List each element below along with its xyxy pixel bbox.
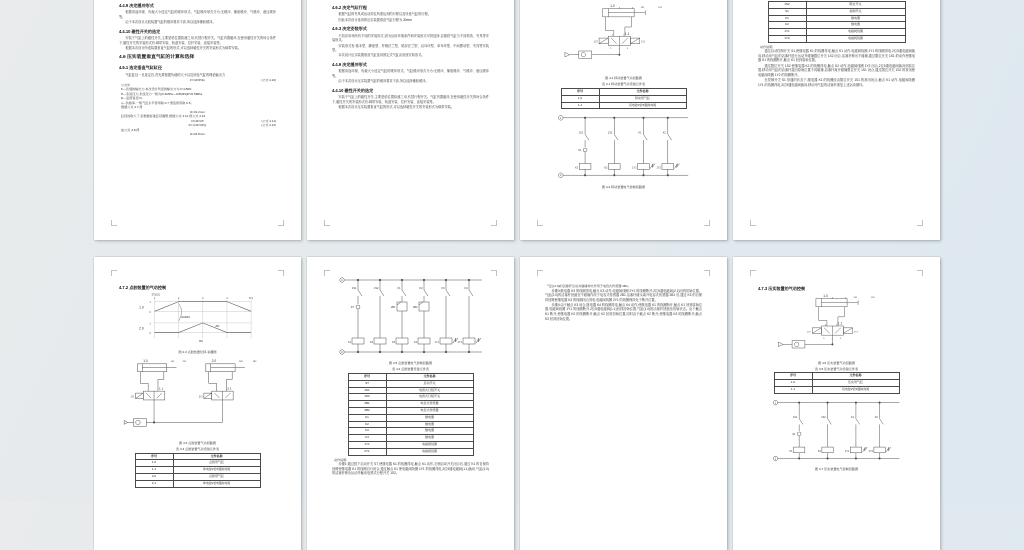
port-label: 1 (617, 48, 620, 51)
contact-label: K1 (850, 415, 854, 419)
step-label: 1 (153, 298, 155, 301)
cell-name: 电感式行程开关 (386, 394, 473, 401)
formula: D≈31.2mm (190, 109, 205, 114)
table-row (348, 414, 473, 421)
switch-label: S1 (791, 432, 795, 436)
section-heading: 4.7.3 压实装置的气动控制 (758, 286, 806, 291)
table-row (135, 480, 260, 487)
cylinder-label: 1.0 (609, 4, 615, 9)
rail-label: 1 (774, 401, 776, 405)
switch-label: ST (350, 306, 354, 309)
valve-label: 2.1 (226, 386, 232, 391)
electric-ladder-diagram (552, 111, 696, 183)
cell-name: 电磁阀线圈 (386, 448, 473, 455)
table-row (348, 421, 473, 428)
component-table (348, 373, 474, 456)
step-label: 5=1 (248, 298, 253, 301)
cell-name: 启动开关 (386, 380, 473, 387)
contact-label: 1S2 (607, 131, 612, 135)
solenoid-label: 1Y2 (806, 331, 811, 334)
paragraph: 根据用途环境、负载大小选定气缸的缓冲形式。气缸缓冲形式分为:无缓冲、橡胶缓冲、气缓冲、液压缓冲等。 (119, 10, 276, 19)
signal-label: 2B1 (198, 341, 203, 344)
section-heading: 4.6.3 决定安装形式 (332, 26, 367, 32)
section-heading: 4.4.10 磁性开关的选定 (332, 87, 374, 93)
table-row (135, 473, 260, 480)
col-header: 元件名称 (812, 373, 899, 380)
contact-label: K1 (637, 131, 642, 135)
step-label: 4 (225, 298, 228, 301)
cell-id: K2 (768, 22, 806, 29)
cell-id: 1Y1 (348, 441, 386, 448)
cell-id: 1.0 (135, 460, 173, 467)
page-1[interactable] (94, 0, 301, 240)
cell-id: 2Y1 (348, 448, 386, 455)
paragraph: 步骤4:由于触点 K3 闭合,继电器 K4 的线圈得电,触点 K4 动作,使继电器 K1 的线圈断开,触点 K1 回到原始位置,电磁阀线圈 1Y1 的线圈断开,2位5通电磁阀(1.1)回到初始位置,气缸(1.0)的活塞杆回缩至初始状态。由于触点 K1 断开,使继电器 K2 的线圈断开,触点 K2 回到初始位置,同时由于触点 K2 断开,使继电器 K3 的线圈断开,触点 K3 回到初始位置。 (545, 302, 702, 321)
paragraph: 气缸缸径一旦选定后,首先要根据负载的大小以及所选气缸的理论输出力 (125, 72, 226, 77)
tick-label: 0 (148, 333, 151, 336)
port-label: 4 (824, 324, 826, 327)
solenoid-label: 1Y2 (593, 41, 598, 44)
rail-label: 2 (559, 174, 561, 178)
band-label: 1.0 (138, 305, 144, 310)
solenoid-label: 2Y1 (198, 396, 203, 399)
cell-name: 双电控2位5通换向阀 (812, 386, 899, 393)
solenoid-label: 1Y1 (640, 41, 645, 44)
component-table (561, 88, 687, 109)
table-row (348, 387, 473, 394)
solenoid-label: 1Y1 (853, 331, 858, 334)
cell-id: 1.1 (774, 386, 812, 393)
cell-name: 电感式行程开关 (386, 387, 473, 394)
cell-name: 移动用气缸 (599, 95, 686, 102)
cell-name: 压实用气缸 (812, 380, 899, 387)
cell-id: K1 (348, 414, 386, 421)
contact-label: K4 (463, 287, 467, 290)
paragraph: 根据用途环境、负载大小选定气缸的缓冲形式。气缸缓冲形式分为:无缓冲、橡胶缓冲、气缓冲、液压缓冲等。 (332, 69, 489, 78)
col-header: 元件名称 (173, 453, 260, 460)
contact-label: K2 (418, 287, 422, 290)
paragraph: 通过启动控制开关 S1,使继电器 K1 的线圈得电,触点 K1 动作,电磁阀线圈 1Y1 的线圈得电,2位5通电磁阀换向,移动用气缸的活塞杆进行运动并碰撞限位开关 1S2 闭合,活塞杆伸出不碰撞,通过限位开关 1S1 的动作使继电器 K1 的线圈断开,触点 K1 回到原始位置。 (758, 49, 915, 63)
table-row (768, 15, 905, 22)
cell-name: 继电器 (386, 414, 473, 421)
figure-caption: 图 4.7 压实装置电气控制回路图 (814, 467, 859, 472)
formula-ref: (公式 4.11) (261, 118, 276, 123)
cell-id: 1.0 (561, 95, 599, 102)
formula: F=πD²P/4η (190, 77, 205, 82)
table-row (768, 8, 905, 15)
cell-id: K3 (348, 428, 386, 435)
cell-name: 继电器 (386, 421, 473, 428)
section-heading: 4.4.9 决定缓冲形式 (119, 3, 154, 8)
col-header: 序号 (135, 453, 173, 460)
pneumatic-circuit-diagram (762, 293, 912, 359)
table-row (348, 441, 473, 448)
table-row (348, 448, 473, 455)
tick-label: 1 (148, 323, 151, 326)
sensor-label: 2B1 (238, 360, 243, 363)
table-row (768, 22, 905, 29)
contact-label: 1S1 (351, 287, 356, 290)
col-header: 元件名称 (599, 88, 686, 95)
valve-label: 1.1 (837, 322, 843, 327)
table-row (348, 407, 473, 414)
cell-id: 1.1 (561, 102, 599, 109)
table-row (768, 2, 905, 9)
section-heading: 4.6.2 决定气缸行程 (332, 5, 367, 10)
formula-row (119, 132, 276, 137)
table-row (348, 394, 473, 401)
page-6[interactable] (307, 257, 514, 550)
table-row (561, 95, 686, 102)
section-heading: 4.7.2 点胶装置的气动控制 (119, 285, 167, 290)
cell-id: 1Y1 (768, 29, 806, 36)
section-heading: 4.6.1 选定垂直气缸缸径 (119, 65, 162, 71)
signal-label: ST&1S1 (151, 294, 160, 297)
page-7[interactable] (520, 257, 727, 550)
cell-name: 控制开关 (806, 8, 905, 15)
page-3[interactable] (520, 0, 727, 240)
paragraph: 安装于气缸上的磁性开关,主要是给位置检测之用,代替行程开关。气缸内置磁环,在使用磁性开关的场合条件下,磁性开关的安装形式有:绑带安装、轨道安装、拉杆安装、直接安装等。 (119, 36, 276, 45)
text-line: 缸径选取大了,需根据标准缸径圆整,根据公式 4.11,得公式 4.12 (121, 114, 206, 119)
coil-label: 1Y2 (868, 449, 873, 453)
page-8[interactable] (733, 257, 940, 550)
pneumatic-circuit-diagram (123, 356, 273, 440)
coil-label: 1Y1 (434, 341, 439, 344)
figure-caption: 图 4.1 移动装置气动回路图 (605, 76, 642, 81)
sensor-label: 2B2 (252, 360, 256, 363)
paragraph: 通过限位开关 1S2 使继电器 K2 的线圈得电,触点 K2 动作,电磁阀线圈 1Y2 闭合,2位5通电磁阀换向到原位置,移动用气缸的活塞杆退回原始位置不再碰撞,活塞杆离开碰撞限位开关 1S1 闭合,通过限位开关 1S2 的常闭使电磁阀线圈 1Y2 的线圈断开。 (758, 63, 915, 77)
cell-id: 1S2 (348, 394, 386, 401)
paragraph: 由于本次设计点胶装置气缸的缓冲要求不高,所以选择橡胶缓冲。 (125, 20, 216, 25)
contact-label: K1 (396, 287, 400, 290)
figure-caption: 图 4.3 点胶装置位移-步骤图 (178, 349, 217, 354)
coil-label: K4 (413, 341, 417, 344)
col-header: 元件名称 (386, 373, 473, 380)
coil-label: 1Y2 (655, 166, 661, 170)
sensor-label: 1S1 (170, 360, 174, 363)
figure-caption: 图 4.6 压实装置气动回路图 (818, 360, 855, 365)
col-header: 序号 (774, 373, 812, 380)
paragraph: 本次设计压实装置垂直气缸选用固定式气缸由底座安装形式。 (338, 53, 425, 58)
cell-id: 1S2 (768, 2, 806, 9)
port-label: 4 (611, 34, 613, 37)
table-row (561, 102, 686, 109)
figure-caption: 图 4.4 点胶装置气动回路图 (179, 440, 216, 445)
contact-label: 1S1 (792, 415, 797, 419)
section-heading: 4.6 压实装置垂直气缸的计算和选择 (119, 55, 195, 61)
tick-label: 1 (148, 302, 151, 305)
col-header: 序号 (348, 373, 386, 380)
cell-name: 电磁阀线圈 (386, 441, 473, 448)
cell-id: K2 (348, 421, 386, 428)
band-label: 2.0 (138, 327, 144, 332)
paragraph: 安装于气缸上的磁性开关,主要是给位置检测之用,代替行程开关。气缸内置磁环,在使用磁性开关的场合条件下,磁性开关的安装形式有:绑带安装、轨道安装、拉杆安装、直接安装等。 (332, 95, 489, 104)
coil-label: K3 (391, 341, 395, 344)
note-heading: 动作说明: (334, 457, 348, 462)
step-label: 2 (177, 298, 179, 301)
table-row (768, 35, 905, 42)
table-row (774, 380, 899, 387)
port-label: 3 (839, 338, 841, 341)
table-row (135, 467, 260, 474)
port-label: 2 (622, 34, 624, 37)
cell-name: 继电器 (386, 435, 473, 442)
page-5[interactable] (94, 257, 301, 550)
coil-label: K1 (574, 166, 578, 170)
pneumatic-circuit-diagram (549, 3, 699, 75)
sensor-label: 1S1 (853, 297, 857, 300)
text-line: 公式中 (121, 82, 131, 87)
cell-id: 2.0 (135, 473, 173, 480)
text-line: 气缸(2.0)的活塞杆运动并碰撞伸出作用于电容式传感器 2B1。 (547, 284, 631, 288)
tick-label: 0 (148, 312, 151, 315)
sensor-label: 2B2 (412, 306, 417, 309)
table-row (348, 401, 473, 408)
paragraph: 不同应用场所有不同的安装形式,因为运用环境条件和安装形式可供选择,以便将气缸与不同构造、夹具等安装形式。 (332, 33, 489, 43)
valve-label: 1.1 (624, 31, 630, 36)
coil-label: K2 (603, 166, 607, 170)
contact-label: 1S2 (820, 415, 826, 419)
note-heading: 动作说明: (760, 44, 774, 49)
cell-name: 点胶用气缸 (173, 460, 260, 467)
paragraph: 由于本次设计压实装置气缸的缓冲要求不高,所以选择橡胶缓冲。 (338, 79, 429, 84)
port-label: 2 (835, 324, 837, 327)
contact-label: K2 (662, 131, 666, 135)
formula-row (119, 123, 276, 128)
port-label: 5 (609, 48, 611, 51)
rail-label: 2 (340, 351, 343, 354)
cell-id: 2B2 (348, 407, 386, 414)
col-header: 序号 (561, 88, 599, 95)
cell-name: 单电控2位5通换向阀 (173, 467, 260, 474)
cell-id: 1.1 (135, 467, 173, 474)
coil-label: K1 (789, 449, 793, 453)
coil-label: 2Y1 (457, 341, 462, 344)
sensor-label: 1S2 (181, 360, 186, 363)
cell-name: 电磁阀线圈 (806, 35, 905, 42)
cell-name: 限位开关 (806, 2, 905, 9)
cell-name: 继电器 (806, 22, 905, 29)
cell-name: 电容式传感器 (386, 407, 473, 414)
text-line: 由公式 4.8,得 (121, 127, 140, 132)
electric-ladder-diagram (336, 274, 486, 360)
cell-id: K4 (348, 435, 386, 442)
cell-id: 1.0 (774, 380, 812, 387)
contact-label: 1S2 (373, 287, 378, 290)
table-row (348, 435, 473, 442)
cell-name: 继电器 (386, 428, 473, 435)
sensor-label: 1S2 (870, 297, 875, 300)
paragraph: 安装形式有:基本型、脚座型、杆侧法兰型、尾部法兰型、双耳环型、单耳环型、中间摆动型、夹具等安装型。 (332, 43, 489, 53)
formula-row (119, 110, 276, 115)
section-heading: 4.4.9 决定缓冲形式 (332, 62, 367, 68)
paragraph: 根据本次设计所选装置垂直气缸的形式,可以选择磁性开关的安装形式为绑带安装。 (125, 46, 242, 51)
step-label: 3 (201, 298, 203, 301)
text-line: 根据公式 4.7,得 (121, 105, 143, 110)
component-table (768, 1, 906, 43)
coil-label: K2 (817, 449, 821, 453)
contact-label: K2 (874, 415, 878, 419)
valve-label: 1.1 (158, 386, 163, 391)
table-row (348, 428, 473, 435)
displacement-step-diagram (125, 292, 271, 348)
coil-label: K1 (347, 341, 351, 344)
sensor-label: 1S2 (657, 6, 662, 9)
page-2[interactable] (307, 0, 514, 240)
paragraph: 步骤3:继电器 K3 的线圈得电,触点 K3 动作,电磁阀线圈 2Y1 的线圈断开,2位5通电磁阀(2.1)回到初始位置。气缸(2.0)的活塞杆回缩至不碰撞作用于电容式传感器 2B1,活塞杆碰头离开电容式传感器 2B1 后,通过 K3 的自保持回路使继电器 K3 的线圈闭合得电,电磁阀线圈 2Y1 的线圈保持处于断开位置。 (545, 288, 702, 302)
table-row (774, 386, 899, 393)
port-label: 5 (822, 338, 824, 341)
cell-name: 电磁阀线圈 (806, 29, 905, 36)
table-caption: 表 4.3 点胶装置气动设备元件表 (175, 446, 220, 451)
formula: D=4F/πP (191, 118, 204, 123)
rail-label: 1 (340, 279, 343, 282)
component-table (774, 372, 900, 393)
cell-name: 电容式传感器 (386, 401, 473, 408)
coil-label: K2 (369, 341, 373, 344)
cell-name: 点胶用气缸 (173, 473, 260, 480)
table-row (135, 460, 260, 467)
sensor-label: 1S1 (640, 6, 644, 9)
cell-id: 2.1 (135, 480, 173, 487)
paragraph: 根据气缸的夹具或运动到位所需达到的行程以及所选气缸的行程。 (338, 12, 431, 17)
table-caption: 表 4.1 移动装置气动设备元件表 (601, 82, 646, 87)
cell-id: S1 (768, 8, 806, 15)
section-heading: 4.4.10 磁性开关的选定 (119, 28, 161, 34)
coil-label: 1Y1 (631, 166, 637, 170)
cylinder-label: 1.0 (822, 294, 828, 299)
electric-ladder-diagram (765, 396, 909, 466)
port-label: 3 (626, 48, 628, 51)
formula-row (119, 78, 276, 83)
paragraph: 步骤1:通过按下启动开关 ST 使继电器 K1 的线圈得电,触点 K1 动作,左侧启动开关闭合后,通过 K1 的自保持回路使继电器 K1 的线圈自行闭合,通过触点 K1 使电磁阀线圈 1Y1 的线圈得电,2位5通电磁阀(1.1)换向,气缸(1.0)的活塞杆伸出运动并触动电感式行程开关 1S2。 (332, 462, 489, 476)
table-caption: 表 4.4 点胶装置设备元件表 (392, 367, 429, 372)
cell-id: ST (348, 380, 386, 387)
cell-name: 单电控2位5通换向阀 (173, 480, 260, 487)
table-caption: 表 4.5 压实装置气动设备元件表 (814, 366, 859, 371)
cell-id: 1Y2 (768, 35, 806, 42)
solenoid-label: 1Y1 (130, 396, 135, 399)
formula-ref: (公式 4.12) (261, 123, 276, 128)
formula: D≈24.8mm (190, 132, 205, 137)
component-table (135, 453, 261, 488)
text-line: D—缸筒直径 D, (121, 96, 143, 101)
contact-label: K3 (440, 287, 444, 290)
rail-label: 1 (559, 117, 561, 121)
formula: D=√(4F/πPη) (188, 123, 207, 128)
paragraph: 因此本次设计选用的压实装置垂直气缸行程为 30mm (338, 17, 412, 22)
cell-name: 继电器 (806, 15, 905, 22)
figure-caption: 图 4.5 点胶装置电气控制回路图 (388, 361, 433, 366)
signal-label: 2B2 (214, 326, 219, 329)
cell-name: 双电控2位5通换向阀 (599, 102, 686, 109)
cell-id: 2B1 (348, 401, 386, 408)
rail-label: 2 (774, 457, 776, 461)
text-line: P—系统压力,系统压力一般为(0.4MPa—0.8MPa)P=0.5MPa (121, 91, 203, 96)
page-4[interactable] (733, 0, 940, 240)
cylinder-label: 1.0 (142, 358, 148, 363)
paragraph: 根据本次设计压实装置垂直气缸的形式,可以选择磁性开关的安装形式为绑带安装。 (338, 105, 455, 110)
text-line: F—负载的输出力,本次设计所需的输出力为 F=150N (121, 87, 192, 92)
coil-label: 1Y1 (844, 449, 849, 453)
text-line: η—负载率,一般气缸水平使用取 0.7,垂直使用取 0.5。 (121, 100, 194, 105)
switch-label: S1 (577, 149, 581, 153)
figure-caption: 图 4.2 移动装置电气控制回路图 (601, 184, 646, 189)
cylinder-label: 2.0 (211, 358, 216, 363)
contact-label: 1S1 (578, 131, 583, 135)
table-row (348, 380, 473, 387)
port-label: 1 (831, 338, 833, 341)
signal-label: 1S2&2B1 (180, 317, 190, 320)
formula-ref: (公式 4.10) (261, 77, 276, 82)
paragraph: 在控制开关 S1 常通的状态下,继电器 K1 的线圈经由限位开关 1S1 的常闭闭合,触点 K1 动作,电磁阀线圈 1Y1 的线圈得电,2位5通电磁阀换向,移动用气缸的活塞杆重复上述运动循环。 (758, 78, 915, 87)
cell-id: K1 (768, 15, 806, 22)
table-row (768, 29, 905, 36)
cell-id: 1S1 (348, 387, 386, 394)
sensor-label: 2B1 (390, 306, 395, 309)
